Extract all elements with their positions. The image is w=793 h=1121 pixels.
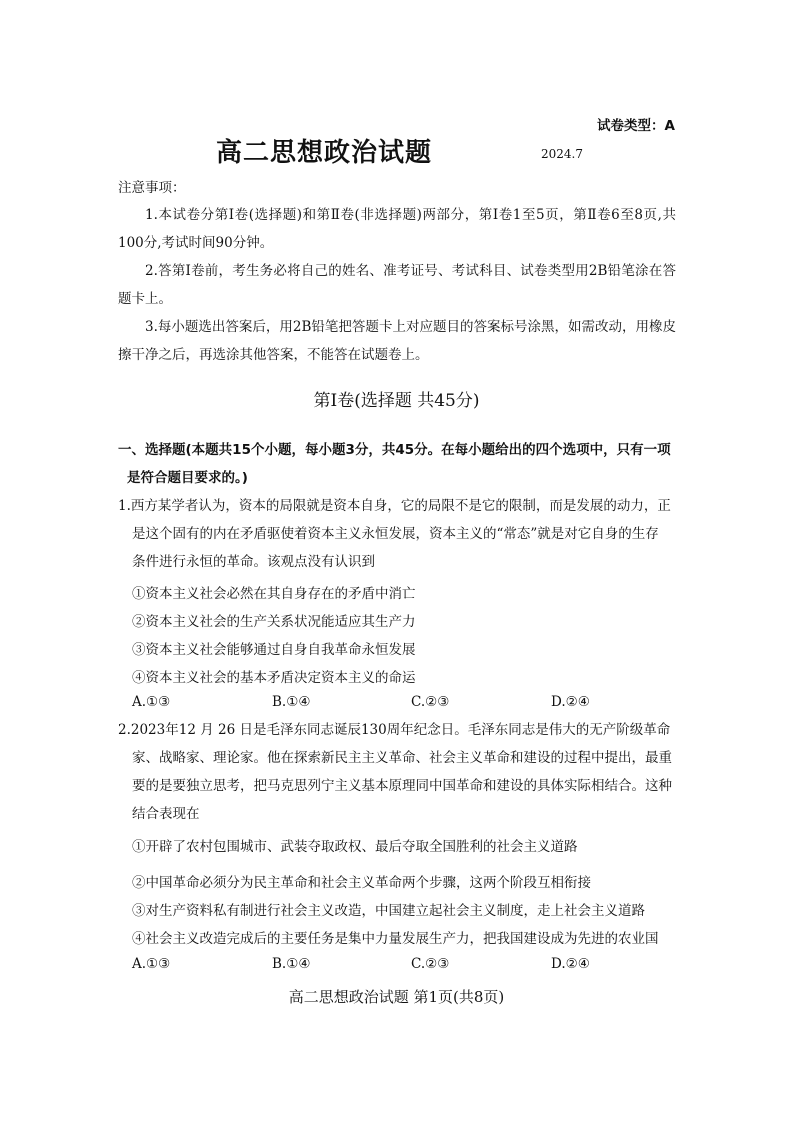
notice-item-2: 2.答第Ⅰ卷前，考生务必将自己的姓名、准考证号、考试科目、试卷类型用2B铅笔涂在答题卡上。 <box>118 263 676 307</box>
question-1-option-4: ④资本主义社会的基本矛盾决定资本主义的命运 <box>132 670 416 686</box>
question-1-line-2: 是这个固有的内在矛盾驱使着资本主义永恒发展，资本主义的“常态”就是对它自身的生存 <box>132 526 659 542</box>
notice-heading: 注意事项： <box>118 180 186 196</box>
question-2-choice-c: C.②③ <box>411 956 450 972</box>
question-1-option-1: ①资本主义社会必然在其自身存在的矛盾中消亡 <box>132 586 416 602</box>
question-2-option-2: ②中国革命必须分为民主革命和社会主义革命两个步骤，这两个阶段互相衔接 <box>132 875 591 891</box>
question-1-choice-b: B.①④ <box>272 694 311 710</box>
instruction-line-1: 一、选择题(本题共15个小题，每小题3分，共45分。在每小题给出的四个选项中，只有一项 <box>118 442 671 458</box>
question-2-line-2: 家、战略家、理论家。他在探索新民主主义革命、社会主义革命和建设的过程中提出，最重 <box>132 750 672 766</box>
page-footer: 高二思想政治试题 第1页(共8页) <box>288 988 505 1006</box>
section-title: 第Ⅰ卷(选择题 共45分) <box>313 391 480 411</box>
question-2-option-1: ①开辟了农村包围城市、武装夺取政权、最后夺取全国胜利的社会主义道路 <box>132 839 578 855</box>
question-2-option-4: ④社会主义改造完成后的主要任务是集中力量发展生产力，把我国建设成为先进的农业国 <box>132 931 659 947</box>
question-1-option-3: ③资本主义社会能够通过自身自我革命永恒发展 <box>132 642 416 658</box>
question-2-choice-d: D.②④ <box>551 956 590 972</box>
question-1-choice-d: D.②④ <box>551 694 590 710</box>
question-2-option-3: ③对生产资料私有制进行社会主义改造，中国建立起社会主义制度，走上社会主义道路 <box>132 903 645 919</box>
question-1-line-1: 1.西方某学者认为，资本的局限就是资本自身，它的局限不是它的限制，而是发展的动力，正 <box>118 498 671 514</box>
question-2-line-1: 2.2023年12 月 26 日是毛泽东同志诞辰130周年纪念日。毛泽东同志是伟大的无产阶级革命 <box>118 722 671 738</box>
page-title: 高二思想政治试题 <box>216 138 433 168</box>
question-1-stem <box>118 492 678 576</box>
question-2-choice-a: A.①③ <box>132 956 171 972</box>
paper-type-label: 试卷类型：A <box>597 118 675 134</box>
question-2-line-4: 结合表现在 <box>132 806 200 822</box>
question-2-line-3: 要的是要独立思考，把马克思列宁主义基本原理同中国革命和建设的具体实际相结合。这种 <box>132 778 672 794</box>
instruction-line-2: 是符合题目要求的。) <box>127 470 248 486</box>
question-1-line-3: 条件进行永恒的革命。该观点没有认识到 <box>132 554 375 570</box>
notice-item-1: 1.本试卷分第Ⅰ卷(选择题)和第Ⅱ卷(非选择题)两部分，第Ⅰ卷1至5页，第Ⅱ卷6至8页,共100分,考试时间90分钟。 <box>118 207 676 251</box>
question-2-choice-b: B.①④ <box>272 956 311 972</box>
notice-item-3: 3.每小题选出答案后，用2B铅笔把答题卡上对应题目的答案标号涂黑，如需改动，用橡皮擦干净之后，再选涂其他答案，不能答在试题卷上。 <box>118 319 676 363</box>
section-instruction <box>118 436 678 492</box>
question-2-stem <box>118 716 678 828</box>
question-1-option-2: ②资本主义社会的生产关系状况能适应其生产力 <box>132 614 416 630</box>
question-1-choice-a: A.①③ <box>132 694 171 710</box>
question-1-choice-c: C.②③ <box>411 694 450 710</box>
exam-date: 2024.7 <box>541 147 583 161</box>
